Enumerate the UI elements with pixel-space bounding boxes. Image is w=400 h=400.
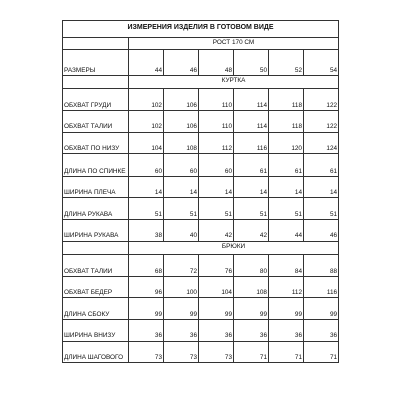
measurement-value: 114 <box>234 89 269 111</box>
table-row <box>63 319 339 341</box>
measurement-label: ДЛИНА ПО СПИНКЕ <box>63 154 129 177</box>
measurement-value: 51 <box>164 198 199 220</box>
size-cell: 52 <box>269 50 304 76</box>
measurement-label: ДЛИНА РУКАВА <box>63 198 129 220</box>
measurement-value: 40 <box>164 219 199 241</box>
measurement-value: 99 <box>199 298 234 320</box>
table-row <box>63 219 339 241</box>
table-row <box>63 298 339 320</box>
section-blank-cell <box>63 75 129 89</box>
measurement-value: 51 <box>234 198 269 220</box>
sizes-label: РАЗМЕРЫ <box>63 50 129 76</box>
measurement-value: 14 <box>304 176 339 198</box>
measurement-value: 36 <box>234 319 269 341</box>
table-row <box>63 255 339 277</box>
size-cell: 48 <box>199 50 234 76</box>
measurement-value: 71 <box>269 341 304 363</box>
size-cell: 54 <box>304 50 339 76</box>
measurement-value: 110 <box>199 110 234 132</box>
measurement-value: 99 <box>304 298 339 320</box>
size-cell: 44 <box>129 50 164 76</box>
measurement-value: 42 <box>234 219 269 241</box>
measurement-value: 71 <box>304 341 339 363</box>
measurement-value: 102 <box>129 89 164 111</box>
measurement-value: 73 <box>129 341 164 363</box>
measurement-value: 44 <box>269 219 304 241</box>
measurement-value: 96 <box>129 276 164 298</box>
measurement-label: ОБХВАТ ПО НИЗУ <box>63 132 129 154</box>
section-title: КУРТКА <box>129 75 339 89</box>
table-row <box>63 132 339 154</box>
measurement-value: 108 <box>234 276 269 298</box>
measurement-value: 51 <box>269 198 304 220</box>
measurement-value: 38 <box>129 219 164 241</box>
measurement-value: 88 <box>304 255 339 277</box>
measurement-value: 68 <box>129 255 164 277</box>
sizes-row <box>63 50 339 76</box>
measurement-value: 46 <box>304 219 339 241</box>
size-cell: 46 <box>164 50 199 76</box>
measurement-value: 99 <box>269 298 304 320</box>
measurements-sheet <box>62 20 338 377</box>
measurement-value: 36 <box>199 319 234 341</box>
measurement-value: 110 <box>199 89 234 111</box>
table-row <box>63 276 339 298</box>
measurement-value: 51 <box>129 198 164 220</box>
measurement-value: 14 <box>234 176 269 198</box>
measurement-value: 71 <box>234 341 269 363</box>
measurements-table <box>62 20 339 363</box>
table-row <box>63 110 339 132</box>
measurement-label: ОБХВАТ БЕДЕР <box>63 276 129 298</box>
table-body <box>63 21 339 363</box>
measurement-value: 61 <box>269 154 304 177</box>
measurement-value: 36 <box>304 319 339 341</box>
measurement-value: 112 <box>199 132 234 154</box>
measurement-value: 14 <box>269 176 304 198</box>
section-header-row <box>63 241 339 255</box>
measurement-value: 124 <box>304 132 339 154</box>
measurement-value: 84 <box>269 255 304 277</box>
measurement-value: 122 <box>304 89 339 111</box>
measurement-value: 108 <box>164 132 199 154</box>
measurement-value: 42 <box>199 219 234 241</box>
measurement-value: 122 <box>304 110 339 132</box>
measurement-value: 60 <box>199 154 234 177</box>
measurement-value: 99 <box>129 298 164 320</box>
table-row <box>63 198 339 220</box>
measurement-label: ШИРИНА ПЛЕЧА <box>63 176 129 198</box>
measurement-value: 114 <box>234 110 269 132</box>
measurement-value: 99 <box>164 298 199 320</box>
measurement-value: 80 <box>234 255 269 277</box>
table-row <box>63 154 339 177</box>
measurement-label: ОБХВАТ ТАЛИИ <box>63 110 129 132</box>
height-row-blank-cell <box>63 37 129 50</box>
measurement-value: 60 <box>129 154 164 177</box>
measurement-label: ШИРИНА РУКАВА <box>63 219 129 241</box>
measurement-label: ДЛИНА ШАГОВОГО <box>63 341 129 363</box>
measurement-value: 61 <box>304 154 339 177</box>
measurement-label: ОБХВАТ ГРУДИ <box>63 89 129 111</box>
measurement-value: 72 <box>164 255 199 277</box>
measurement-value: 76 <box>199 255 234 277</box>
size-cell: 50 <box>234 50 269 76</box>
measurement-value: 51 <box>304 198 339 220</box>
measurement-label: ДЛИНА СБОКУ <box>63 298 129 320</box>
measurement-value: 14 <box>164 176 199 198</box>
measurement-value: 104 <box>129 132 164 154</box>
table-title: ИЗМЕРЕНИЯ ИЗДЕЛИЯ В ГОТОВОМ ВИДЕ <box>63 21 339 38</box>
measurement-value: 73 <box>164 341 199 363</box>
measurement-value: 120 <box>269 132 304 154</box>
measurement-value: 99 <box>234 298 269 320</box>
measurement-value: 36 <box>129 319 164 341</box>
measurement-value: 106 <box>164 89 199 111</box>
table-row <box>63 89 339 111</box>
section-blank-cell <box>63 241 129 255</box>
height-row <box>63 37 339 50</box>
measurement-value: 61 <box>234 154 269 177</box>
measurement-value: 118 <box>269 89 304 111</box>
measurement-value: 116 <box>234 132 269 154</box>
measurement-value: 60 <box>164 154 199 177</box>
table-row <box>63 176 339 198</box>
measurement-value: 116 <box>304 276 339 298</box>
measurement-value: 112 <box>269 276 304 298</box>
section-title: БРЮКИ <box>129 241 339 255</box>
measurement-value: 102 <box>129 110 164 132</box>
measurement-value: 100 <box>164 276 199 298</box>
measurement-value: 51 <box>199 198 234 220</box>
measurement-value: 14 <box>129 176 164 198</box>
height-note: РОСТ 170 СМ <box>129 37 339 50</box>
measurement-value: 36 <box>269 319 304 341</box>
measurement-value: 14 <box>199 176 234 198</box>
section-header-row <box>63 75 339 89</box>
title-row <box>63 21 339 38</box>
measurement-label: ОБХВАТ ТАЛИИ <box>63 255 129 277</box>
measurement-value: 73 <box>199 341 234 363</box>
measurement-value: 106 <box>164 110 199 132</box>
measurement-value: 104 <box>199 276 234 298</box>
table-row <box>63 341 339 363</box>
measurement-value: 118 <box>269 110 304 132</box>
measurement-value: 36 <box>164 319 199 341</box>
measurement-label: ШИРИНА ВНИЗУ <box>63 319 129 341</box>
